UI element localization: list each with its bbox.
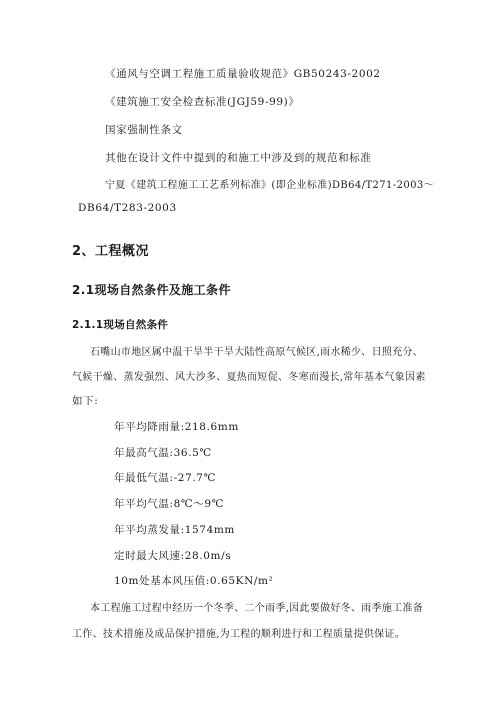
climate-wind-pressure: 10m处基本风压值:0.65KN/m² — [114, 575, 274, 587]
climate-annual-rainfall: 年平均降雨量:218.6mm — [114, 421, 239, 433]
reference-ventilation-standard: 《通风与空调工程施工质量验收规范》GB50243-2002 — [105, 68, 381, 80]
reference-safety-standard: 《建筑施工安全检查标准(JGJ59-99)》 — [105, 96, 300, 108]
reference-other-standards: 其他在设计文件中提到的和施工中涉及到的规范和标准 — [105, 152, 372, 164]
climate-max-temperature: 年最高气温:36.5℃ — [114, 447, 212, 459]
climate-avg-temperature: 年平均气温:8℃～9℃ — [114, 498, 224, 510]
intro-paragraph-line-3: 如下: — [72, 395, 99, 407]
climate-evaporation: 年平均蒸发量:1574mm — [114, 524, 235, 536]
section-2-1-1-heading: 2.1.1现场自然条件 — [72, 319, 169, 331]
closing-paragraph-line-2: 工作、技术措施及成品保护措施,为工程的顺利进行和工程质量提供保证。 — [72, 629, 406, 640]
section-2-heading: 2、工程概况 — [72, 244, 150, 259]
reference-ningxia-standard-cont: DB64/T283-2003 — [78, 202, 177, 214]
climate-max-wind-speed: 定时最大风速:28.0m/s — [114, 550, 232, 562]
intro-paragraph-line-1: 石嘴山市地区属中温干旱半干旱大陆性高原气候区,雨水稀少、日照充分、 — [90, 347, 424, 358]
climate-min-temperature: 年最低气温:-27.7℃ — [114, 472, 216, 484]
reference-mandatory-provisions: 国家强制性条文 — [105, 124, 183, 136]
section-2-1-heading: 2.1现场自然条件及施工条件 — [72, 283, 231, 297]
intro-paragraph-line-2: 气候干燥、蒸发强烈、风大沙多、夏热而短促、冬寒而漫长,常年基本气象因素 — [72, 372, 426, 383]
reference-ningxia-standard: 宁夏《建筑工程施工工艺系列标准》(即企业标准)DB64/T271-2003～ — [105, 180, 435, 191]
closing-paragraph-line-1: 本工程施工过程中经历一个冬季、二个雨季,因此要做好冬、雨季施工准备 — [90, 603, 424, 614]
